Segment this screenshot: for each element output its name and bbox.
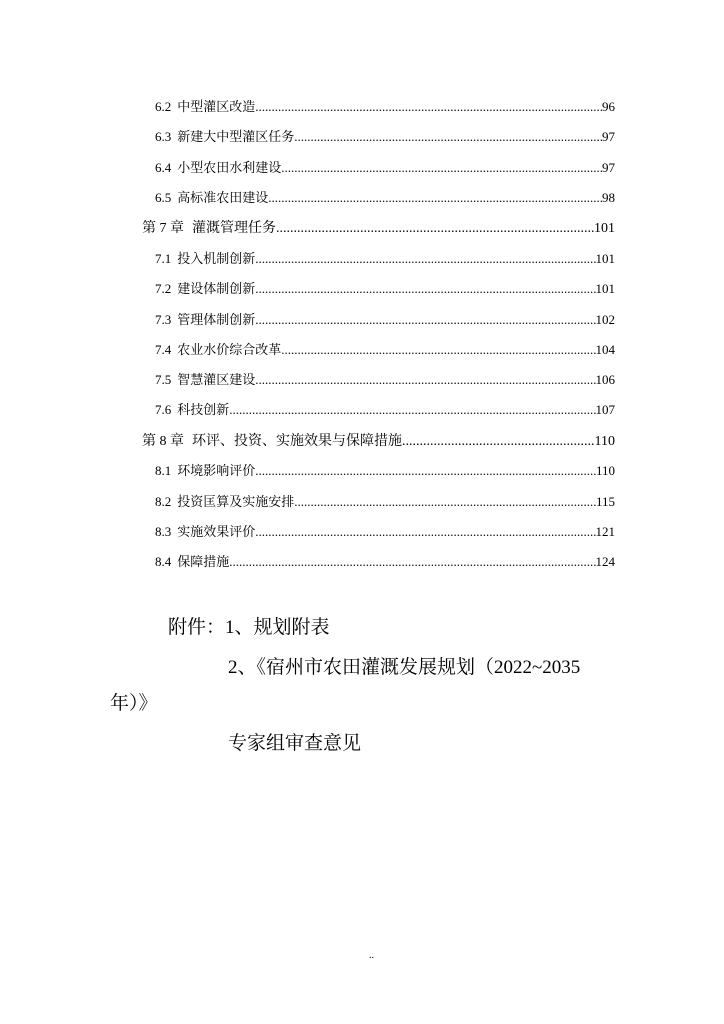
toc-entry-title: 科技创新 [177, 403, 230, 418]
toc-leader-dots [255, 281, 595, 297]
toc-leader-dots [268, 190, 602, 206]
toc-entry-number: 8.3 [155, 524, 172, 539]
toc-entry-page: 101 [595, 281, 615, 296]
toc-entry-title: 保障措施 [177, 555, 230, 570]
toc-entry-number: 6.5 [155, 190, 172, 205]
attachment-line-1 [168, 612, 330, 639]
toc-leader-dots [255, 372, 595, 388]
toc-entry[interactable] [155, 521, 615, 543]
toc-entry[interactable] [155, 399, 615, 421]
toc-leader-dots [255, 524, 595, 540]
toc-entry-page: 110 [595, 463, 615, 478]
toc-entry[interactable] [155, 460, 615, 482]
toc-entry-page: 102 [595, 312, 615, 327]
toc-entry[interactable] [155, 187, 615, 209]
toc-entry-title: 智慧灌区建设 [177, 373, 256, 388]
toc-entry-page: 101 [594, 221, 615, 236]
attachment-line-2 [228, 652, 580, 679]
toc-entry[interactable] [155, 491, 615, 513]
toc-leader-dots [294, 494, 596, 510]
toc-entry-page: 96 [602, 99, 615, 114]
toc-entry-title: 投入机制创新 [177, 252, 256, 267]
toc-entry[interactable] [155, 369, 615, 391]
toc-leader-dots [402, 434, 595, 450]
toc-entry-title: 投资匡算及实施安排 [177, 495, 295, 510]
toc-entry-number: 7.2 [155, 281, 172, 296]
toc-leader-dots [255, 312, 595, 328]
toc-leader-dots [255, 251, 595, 267]
toc-leader-dots [255, 99, 602, 115]
toc-leader-dots [229, 402, 595, 418]
toc-leader-dots [281, 160, 602, 176]
toc-entry-page: 101 [595, 251, 615, 266]
toc-entry-number: 7.3 [155, 312, 172, 327]
toc-entry-title: 农业水价综合改革 [177, 343, 282, 358]
toc-entry-title: 管理体制创新 [177, 313, 256, 328]
toc-entry[interactable] [155, 96, 615, 118]
toc-entry-page: 115 [595, 494, 615, 509]
toc-entry-page: 97 [602, 129, 615, 144]
toc-entry-title: 实施效果评价 [177, 525, 256, 540]
toc-entry-page: 104 [595, 342, 615, 357]
toc-entry-title: 环评、投资、实施效果与保障措施 [192, 433, 402, 449]
attachment-number: 2 [228, 657, 238, 678]
toc-entry-page: 124 [595, 554, 615, 569]
toc-entry-title: 中型灌区改造 [177, 100, 256, 115]
toc-leader-dots [276, 221, 594, 237]
toc-entry[interactable] [155, 309, 615, 331]
toc-entry-page: 97 [602, 160, 615, 175]
toc-entry-page: 110 [594, 434, 615, 449]
toc-entry-number: 8.4 [155, 554, 172, 569]
toc-leader-dots [255, 463, 596, 479]
toc-entry-number: 7.4 [155, 342, 172, 357]
attachment-line-3 [110, 688, 158, 715]
toc-chapter-entry[interactable] [142, 217, 615, 239]
toc-entry-title: 小型农田水利建设 [177, 161, 282, 176]
toc-entry-page: 121 [595, 524, 615, 539]
toc-entry-page: 98 [602, 190, 615, 205]
toc-entry-page: 107 [595, 402, 615, 417]
toc-entry-number: 第 7 章 [142, 221, 184, 236]
toc-entry-number: 8.2 [155, 494, 172, 509]
toc-entry-number: 7.1 [155, 251, 172, 266]
toc-entry-title: 环境影响评价 [177, 464, 256, 479]
attachment-title: 、《宿州市农田灌溉发展规划（ [237, 656, 495, 678]
toc-entry-number: 6.3 [155, 129, 172, 144]
toc-entry-title: 高标准农田建设 [177, 191, 269, 206]
attachment-prefix: 附件： [168, 616, 226, 638]
toc-entry-number: 8.1 [155, 463, 172, 478]
page-footer-mark: .. [369, 950, 374, 961]
toc-entry-number: 7.5 [155, 372, 172, 387]
toc-entry[interactable] [155, 551, 615, 573]
attachment-title: 、规划附表 [234, 616, 330, 638]
toc-leader-dots [229, 554, 595, 570]
toc-entry-title: 灌溉管理任务 [192, 220, 276, 236]
attachment-title-continued: 年）》 [110, 692, 158, 714]
toc-entry-number: 第 8 章 [142, 434, 184, 449]
toc-entry[interactable] [155, 126, 615, 148]
toc-entry-number: 7.6 [155, 402, 172, 417]
toc-entry-title: 建设体制创新 [177, 282, 256, 297]
toc-chapter-entry[interactable] [142, 430, 615, 452]
toc-entry[interactable] [155, 248, 615, 270]
attachment-line-4 [228, 728, 361, 755]
toc-entry-number: 6.2 [155, 99, 172, 114]
attachment-title: 专家组审查意见 [228, 732, 362, 754]
toc-entry-page: 106 [595, 372, 615, 387]
attachment-years: 2022~2035 [494, 657, 581, 678]
toc-entry-number: 6.4 [155, 160, 172, 175]
toc-entry[interactable] [155, 339, 615, 361]
toc-entry-title: 新建大中型灌区任务 [177, 130, 295, 145]
toc-leader-dots [294, 129, 602, 145]
toc-leader-dots [281, 342, 595, 358]
toc-entry[interactable] [155, 157, 615, 179]
attachment-number: 1 [225, 617, 235, 638]
toc-entry[interactable] [155, 278, 615, 300]
